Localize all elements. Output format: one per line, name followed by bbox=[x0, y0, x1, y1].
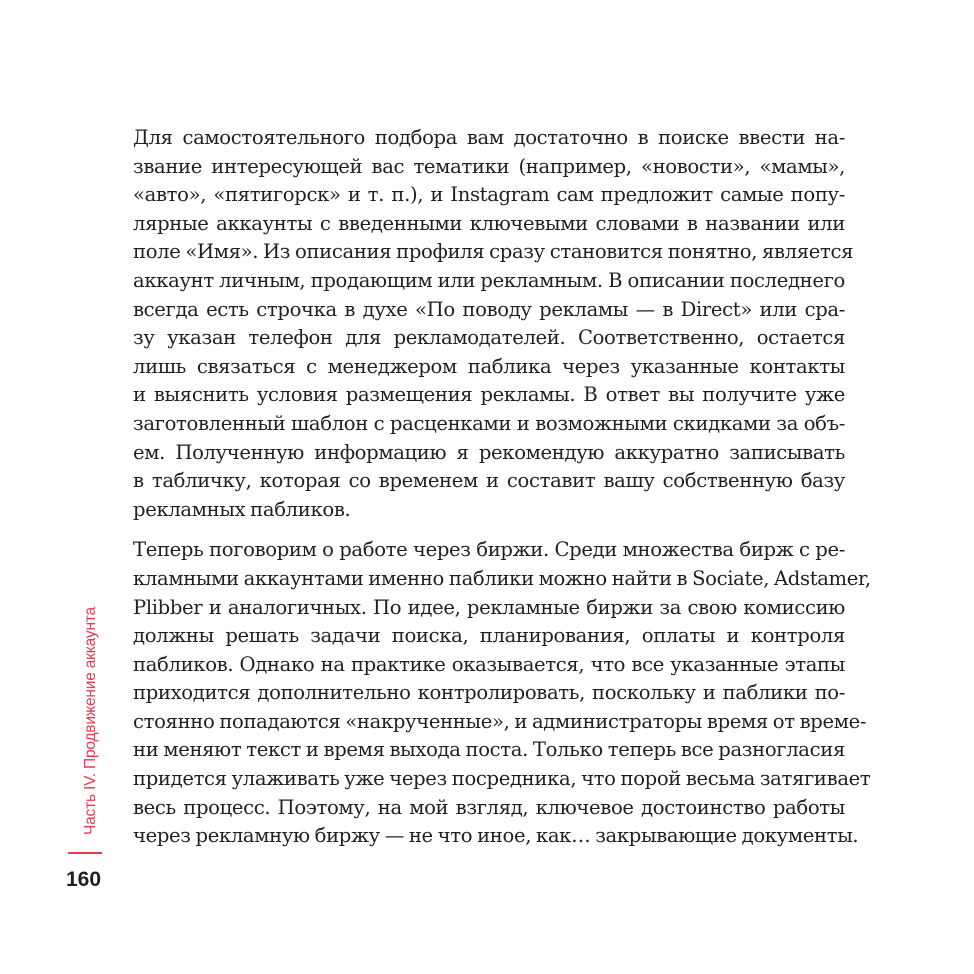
paragraph-2 bbox=[133, 536, 871, 851]
page-number: 160 bbox=[66, 868, 102, 891]
text-line: ни меняют текст и время выхода поста. Только теперь все разногласия bbox=[133, 738, 845, 762]
body-text bbox=[133, 124, 871, 851]
text-line: Для самостоятельного подбора вам достаточно в поиске ввести на- bbox=[133, 126, 845, 149]
text-line: лярные аккаунты с введенными ключевыми словами в названии или bbox=[133, 211, 845, 235]
text-line: всегда есть строчка в духе «По поводу рекламы — в Direct» или сра- bbox=[133, 297, 845, 321]
text-line: поле «Имя». Из описания профиля сразу становится понятно, является bbox=[133, 240, 854, 264]
text-line: придется улаживать уже через посредника, что порой весьма затягивает bbox=[133, 767, 871, 791]
text-line: зу указан телефон для рекламодателей. Соответственно, остается bbox=[133, 326, 845, 350]
text-line: Plibber и аналогичных. По идее, рекламные биржи за свою комиссию bbox=[133, 595, 845, 619]
text-line: «авто», «пятигорск» и т. п.), и Instagram сам предложит самые попу- bbox=[133, 183, 845, 207]
text-line: аккаунт личным, продающим или рекламным. В описании последнего bbox=[133, 268, 845, 292]
text-line: пабликов. Однако на практике оказывается, что все указанные этапы bbox=[133, 652, 845, 676]
paragraph-1 bbox=[133, 124, 854, 524]
text-line: ем. Полученную информацию я рекомендую аккуратно записывать bbox=[133, 440, 845, 464]
text-line: лишь связаться с менеджером паблика через указанные контакты bbox=[133, 354, 845, 378]
text-line: должны решать задачи поиска, планирования, оплаты и контроля bbox=[133, 624, 845, 648]
section-divider bbox=[68, 852, 102, 854]
text-line: через рекламную биржу — не что иное, как… закрывающие документы. bbox=[133, 824, 859, 848]
text-line: заготовленный шаблон с расценками и возможными скидками за объ- bbox=[133, 411, 845, 435]
text-line: и выяснить условия размещения рекламы. В ответ вы получите уже bbox=[133, 383, 845, 407]
text-line: Теперь поговорим о работе через биржи. Среди множества бирж с ре- bbox=[133, 538, 845, 562]
text-line: рекламных пабликов. bbox=[133, 497, 351, 521]
text-line: весь процесс. Поэтому, на мой взгляд, ключевое достоинство работы bbox=[133, 795, 845, 819]
text-line: приходится дополнительно контролировать, поскольку и паблики по- bbox=[133, 681, 845, 705]
section-label: Часть IV. Продвижение аккаунта bbox=[82, 607, 99, 835]
text-line: стоянно попадаются «накрученные», и администраторы время от време- bbox=[133, 709, 867, 733]
text-line: звание интересующей вас тематики (например, «новости», «мамы», bbox=[133, 154, 845, 178]
text-line: кламными аккаунтами именно паблики можно найти в Sociate, Adstamer, bbox=[133, 566, 871, 590]
paragraph-gap bbox=[133, 524, 845, 536]
text-line: в табличку, которая со временем и составит вашу собственную базу bbox=[133, 469, 845, 493]
